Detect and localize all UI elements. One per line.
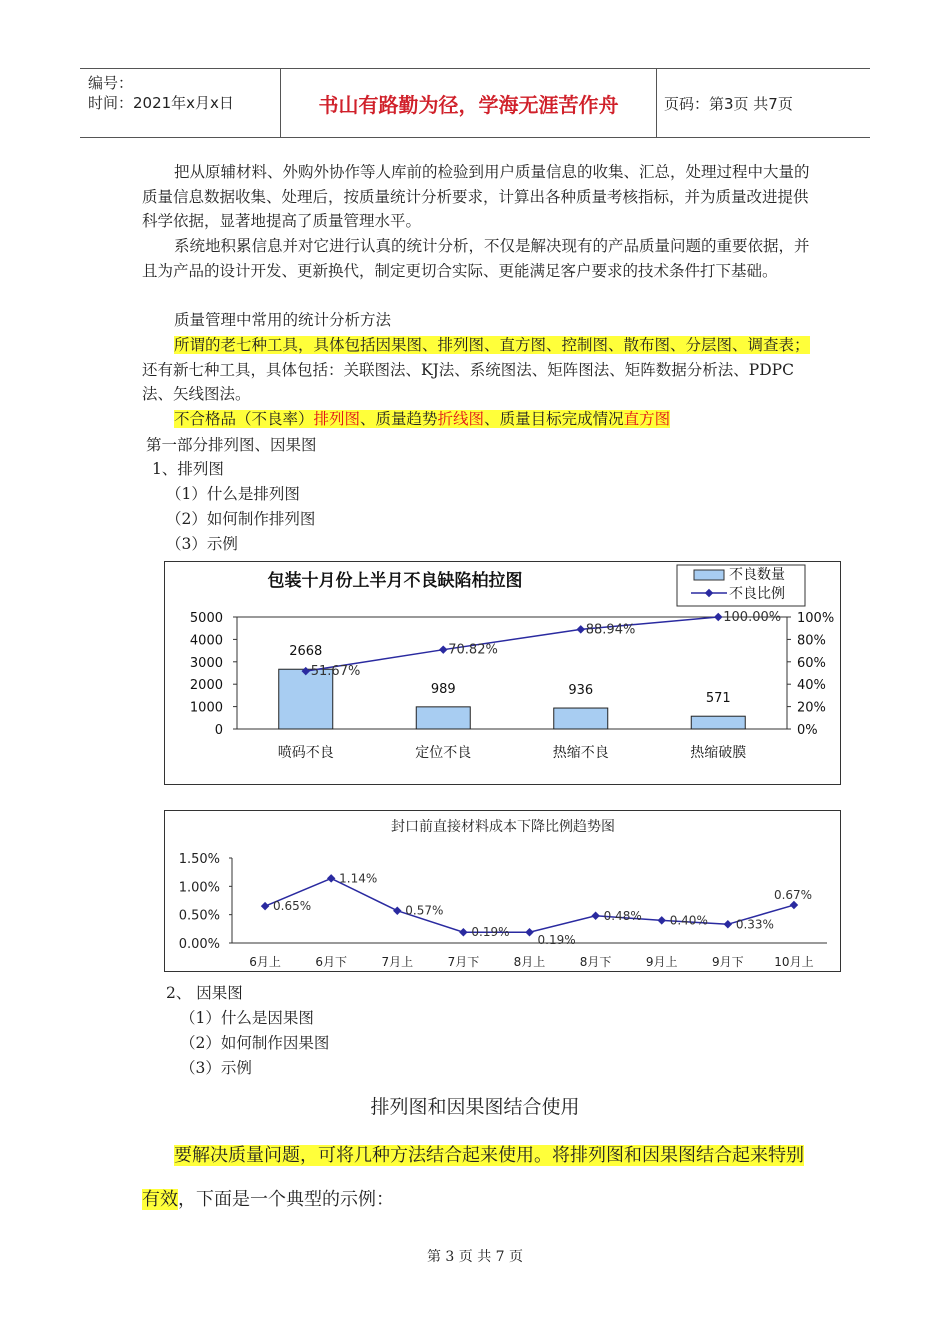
trend-label: 0.19% (537, 933, 576, 948)
trend-line (265, 878, 794, 932)
trend-label: 0.19% (471, 925, 510, 940)
trend-label: 0.65% (273, 899, 312, 914)
ratio-point (439, 645, 447, 653)
page-header (80, 68, 870, 138)
trend-label: 0.67% (773, 888, 813, 903)
y2-tick-label: 0% (797, 723, 818, 738)
paragraph-1: 把从原辅材料、外购外协作等人库前的检验到用户质量信息的收集、汇总，处理过程中大量的质量信息数据收集、处理后，按质量统计分析要求，计算出各种质量考核指标，并为质量改进提供科学依据，显著地提高了质量管理水平。 (142, 163, 810, 230)
trend-point (261, 902, 269, 910)
hl-text-f: 直方图 (623, 410, 671, 428)
category-label: 7月上 (381, 955, 414, 969)
y-tick-label: 5000 (189, 611, 223, 626)
y-tick-label: 0 (214, 723, 223, 738)
section2-item1: （1）什么是因果图 (180, 1009, 314, 1027)
paragraph-3: 质量管理中常用的统计分析方法 (174, 311, 392, 329)
trend-chart-svg (165, 811, 840, 971)
y2-tick-label: 60% (797, 655, 826, 671)
ratio-label: 100.00% (723, 610, 782, 625)
ratio-label: 51.67% (310, 664, 361, 680)
y-tick-label: 1.50% (178, 852, 220, 867)
section1-heading: 1、排列图 (152, 460, 224, 478)
section2-heading: 2、 因果图 (166, 984, 243, 1002)
trend-label: 1.14% (339, 871, 378, 886)
pareto-legend (677, 565, 805, 606)
hl-text-d: 折线图 (437, 410, 485, 428)
category-label: 6月上 (249, 955, 281, 969)
hl-text-c: 、质量趋势 (360, 410, 438, 428)
trend-label: 0.48% (603, 908, 642, 923)
section2-item3: （3）示例 (180, 1059, 252, 1077)
bar (691, 716, 745, 729)
pareto-chart (164, 561, 841, 785)
trend-title: 封口前直接材料成本下降比例趋势图 (391, 819, 615, 835)
trend-plot-area (179, 852, 827, 969)
trend-point (459, 928, 467, 936)
y-tick-label: 4000 (189, 633, 223, 649)
trend-label: 0.33% (735, 917, 774, 932)
doc-number-label: 编号： (88, 74, 134, 92)
y2-tick-label: 40% (797, 678, 826, 694)
page-footer: 第 3 页 共 7 页 (426, 1249, 524, 1265)
section1-item1: （1）什么是排列图 (166, 485, 300, 503)
combined-paragraph (142, 1134, 810, 1222)
category-label: 9月上 (645, 955, 678, 969)
y2-tick-label: 100% (797, 611, 835, 626)
trend-point (657, 916, 665, 924)
paragraph-2: 系统地积累信息并对它进行认真的统计分析，不仅是解决现有的产品质量问题的重要依据，并且为产品的设计开发、更新换代，制定更切合实际、更能满足客户要求的技术条件打下基础。 (142, 237, 810, 280)
section1-item2: （2）如何制作排列图 (166, 510, 316, 528)
ratio-label: 70.82% (448, 642, 498, 658)
header-motto: 书山有路勤为径，学海无涯苦作舟 (280, 69, 657, 137)
combined-hl-2: 来特别有效 (142, 1145, 804, 1210)
ratio-point (714, 613, 722, 621)
trend-point (327, 874, 335, 882)
bar (416, 707, 470, 729)
highlight-old-tools: 所谓的老七种工具，具体包括因果图、排列图、直方图、控制图、散布图、分层图、调查表； (174, 336, 810, 354)
section-title: 排列图和因果图结合使用 (370, 1096, 580, 1118)
category-label: 6月下 (315, 955, 347, 969)
part1-heading: 第一部分排列图、因果图 (146, 436, 317, 454)
category-label: 热缩不良 (552, 745, 609, 761)
category-label: 定位不良 (415, 745, 472, 761)
bar-value-label: 936 (568, 683, 594, 699)
y-tick-label: 3000 (189, 655, 223, 671)
hl-text-e: 、质量目标完成情况 (484, 410, 624, 428)
doc-time-label: 时间：2021年x月x日 (88, 94, 234, 112)
trend-point (591, 912, 599, 920)
category-label: 8月下 (579, 955, 612, 969)
y-tick-label: 1.00% (178, 880, 220, 896)
trend-point (393, 906, 401, 914)
bar-value-label: 989 (430, 681, 456, 697)
y2-tick-label: 80% (797, 633, 826, 649)
legend-line-label: 不良比例 (729, 586, 785, 602)
combined-hl-1: 要解决质量问题，可将几种方法结合起来使用。将排列图和因果图结合起 (174, 1145, 750, 1166)
y-tick-label: 2000 (189, 678, 223, 694)
bar-value-label: 2668 (289, 644, 323, 660)
y-tick-label: 0.00% (178, 937, 220, 952)
bar (554, 708, 608, 729)
hl-text-a: 不合格品（不良率） (174, 410, 314, 428)
category-label: 9月下 (712, 955, 744, 969)
y-tick-label: 0.50% (178, 908, 220, 924)
trend-label: 0.57% (405, 903, 444, 918)
legend-bar-swatch (694, 570, 724, 580)
category-label: 喷码不良 (277, 745, 334, 761)
trend-label: 0.40% (669, 913, 708, 928)
hl-text-b: 排列图 (313, 410, 361, 428)
category-label: 8月上 (513, 955, 546, 969)
page-indicator: 页码：第3页 共7页 (664, 95, 793, 113)
ratio-line (306, 617, 719, 671)
legend-bar-label: 不良数量 (729, 567, 785, 583)
trend-point (724, 920, 732, 928)
section2-item2: （2）如何制作因果图 (180, 1034, 330, 1052)
new-tools-text: 还有新七种工具，具体包括：关联图法、KJ法、系统图法、矩阵图法、矩阵数据分析法、PDPC法、矢线图法。 (142, 360, 794, 403)
category-label: 7月下 (447, 955, 480, 969)
ratio-point (577, 625, 585, 633)
paragraph-5 (142, 407, 810, 432)
y-tick-label: 1000 (189, 700, 223, 716)
paragraph-4 (142, 333, 810, 407)
pareto-plot-area (190, 610, 834, 761)
combined-rest: ，下面是一个典型的示例： (178, 1189, 394, 1210)
category-label: 热缩破膜 (690, 745, 747, 761)
ratio-label: 88.94% (585, 622, 636, 638)
pareto-chart-svg (165, 562, 840, 784)
trend-point (790, 901, 798, 909)
section1-item3: （3）示例 (166, 535, 238, 553)
hl-defect (174, 410, 670, 428)
bar-value-label: 571 (705, 691, 731, 707)
category-label: 10月上 (774, 955, 814, 969)
y2-tick-label: 20% (797, 700, 826, 716)
pareto-title: 包装十月份上半月不良缺陷柏拉图 (267, 571, 523, 591)
trend-chart (164, 810, 841, 972)
trend-point (525, 928, 533, 936)
header-left (88, 73, 234, 113)
